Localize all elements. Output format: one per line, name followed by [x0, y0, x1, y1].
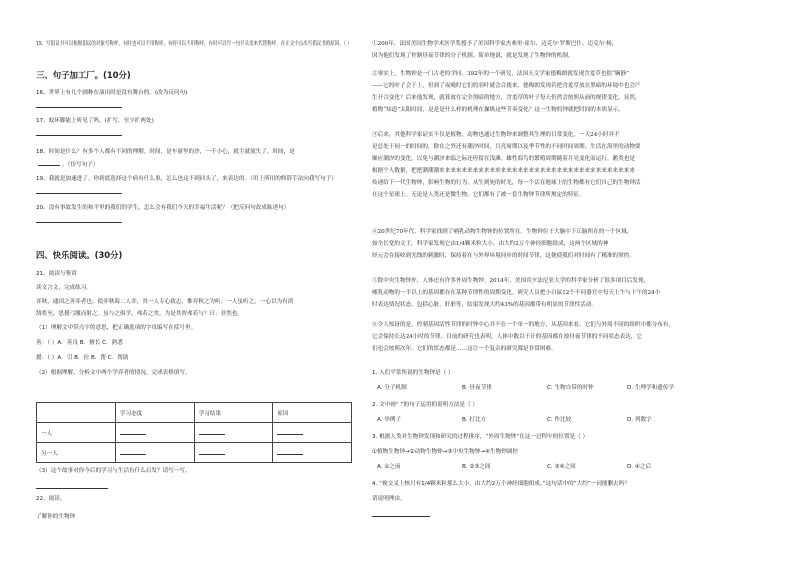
question-18: 18、时间是什么？有多个人都有不同的理解。时间，是车窗里的沙，一不小心，就尘就流失了。时间，是 [36, 149, 295, 155]
paragraph-6-line-3: 们也会按照次年，它们的状态都是……这让一个复杂的研究都是非常困难。 [372, 346, 557, 352]
mcq-3-option-c[interactable]: C. ③④之间 [547, 464, 576, 470]
fill-blank-18[interactable] [38, 160, 60, 166]
mcq-1-option-b[interactable]: B. 昼夜节律 [462, 385, 492, 391]
answer-line-16[interactable] [36, 107, 122, 108]
answer-line-4[interactable] [372, 516, 430, 517]
mcq-2-option-a[interactable]: A. 举例子 [377, 417, 402, 423]
passage-line-2: 鹄将至，思援弓缴而射之。虽与之俱学，弗若之矣。为是其智弗若与？曰：非然也。 [36, 311, 243, 317]
question-18-tail [36, 160, 98, 169]
mcq-2-option-c[interactable]: C. 作比较 [547, 417, 572, 423]
question-18-tail-text: 。（仿写句子） [62, 162, 99, 168]
mcq-1-option-d[interactable]: D. 生理学和遗传学 [627, 385, 675, 391]
answer-line-17[interactable] [36, 135, 122, 136]
right-column [372, 0, 794, 562]
passage-2-title: 了解你的生物钟 [36, 514, 76, 520]
paragraph-5-line-1: ⑤除中央生物钟外，人体还有许多外周生物钟。2014年，美国宾夕法尼亚大学的科学家分析了很多项目后发现， [372, 278, 650, 284]
table-cell[interactable] [194, 423, 273, 443]
reading-instruction: 读文言文，完成练习。 [36, 285, 92, 291]
question-22: 22、阅读。 [36, 496, 66, 502]
mcq-2-option-b[interactable]: B. 打比方 [462, 417, 487, 423]
table-row-label: 一人 [37, 423, 116, 443]
mcq-3-chain: ①植物生物钟→②动物生物钟→③中央生物钟→④生物钟调控 [372, 449, 518, 455]
question-4-tail: 请说明理由。 [372, 496, 406, 502]
paragraph-4-line-2: 如全长宽的文王，科学家发现它由1/4颗米粒大小，由大约2万个神经细胞组成，这两个区域的神 [372, 241, 609, 247]
paragraph-2-line-3: 生开合变化？后来他发现，就算放在完全黑暗的地方，含羞草的叶子每天仍然会按照从前的规律变化。显然， [372, 95, 641, 101]
question-4: 4. “视交叉上核只有1/4颗米粒那么大小，由大约2万个神经细胞组成。”这句话中的“大约”一词能删去吗？ [372, 481, 630, 487]
paragraph-3-line-3: 顺应潮汐的变化，以免与潮汐来临之际还停留在浅滩。雄性海鸟的繁殖周期随着月亮变化而运行。鹅类也是 [372, 156, 635, 162]
paragraph-1-line-1: ①200年，法国美国生物学术医学奖授予了美国科学家杰弗里·霍尔、迈克尔·罗斯巴什、迈克尔·杨， [372, 41, 618, 47]
paragraph-2-line-1: ②事实上，生物钟是一门古老的学问。392年的一个研究，法国天文学家德梅朗就发现含羞草也很“娴静” [372, 71, 629, 77]
table-row [37, 423, 352, 443]
table-header-row [37, 403, 352, 423]
paragraph-3-line-6: 在这个星球上。无论是人类还是微生物，它们都有了被一套生物钟节律所规定的特征。 [372, 192, 585, 198]
table-cell[interactable] [194, 443, 273, 463]
mcq-1-option-a[interactable]: A. 分子机制 [377, 385, 407, 391]
question-20: 20、没有事故发生的和平里的我们的学生，怎么会有我们今天的幸福生活呢？（把反问句改成陈述句） [36, 205, 290, 211]
table-header-cell: 原因 [273, 403, 352, 423]
mcq-1-option-c[interactable]: C. 生物自带的时钟 [547, 385, 594, 391]
table-cell[interactable] [116, 423, 195, 443]
answer-line-20[interactable] [36, 222, 122, 223]
table-cell[interactable] [116, 443, 195, 463]
question-21: 21、阅读与鉴赏 [36, 271, 77, 277]
paragraph-1-line-2: 因为他们发现了控制昼夜节律的分子机制。简单地说，就是发现了生物钟的机制。 [372, 53, 574, 59]
answer-line-sub3[interactable] [36, 488, 108, 489]
mcq-2: 2. 文中画“ ”的句子运用的说明方法是（ ） [372, 402, 478, 408]
table-header-cell: 学习态度 [116, 403, 195, 423]
question-17: 17、蚊环脚能上听见了吗。(扩写，至少扩两处) [36, 118, 154, 124]
table-header-cell: 学习结果 [194, 403, 273, 423]
answer-line-19[interactable] [36, 193, 122, 194]
paragraph-5-line-3: 时表达情况状态，包括心脏、肝脏等，结果发现大约43%的基因都带有明显的节律性活动。 [372, 302, 597, 308]
subquestion-3: （3）这个故事对你今后的学习与生活有什么启发？请写一写。 [36, 468, 191, 474]
paragraph-3-line-2: 是总处于同一的时间的，除在之外还有潮汐时间，月亮周期以及季节性的不同时间周期。生活在海里的动物要 [372, 144, 641, 150]
mcq-3-option-a[interactable]: A. ①之前 [377, 464, 401, 470]
mcq-3-option-b[interactable]: B. ②③之间 [462, 464, 491, 470]
table-header-cell [37, 403, 116, 423]
left-column [0, 0, 372, 562]
mcq-3: 3. 根据人类对生物钟发现和研究的过程排序，“外周生物钟”在这一过程中的位置是（ ） [372, 434, 589, 440]
subquestion-2: （2）根据理解，分析文中两个学弈者的情况，完成表格填写。 [36, 370, 191, 376]
paragraph-3-line-5: 传递给下一代生物钟，影响生物的行为。从生到死的时光，每一个活在地球上的生物都有它们自己的生物钟活 [372, 180, 641, 186]
paragraph-2-line-4: 植物“知道”太阳时间，是是是什么样的机理在操纵这些节奏变化？这一生物的钟就把时间的本质显示。 [372, 107, 624, 113]
paragraph-3-line-4: 根据个人数据，把把潮潮潮来来来来来来来来来来来来来来来来来来来来来来来来来来来来来来来来来来来 [372, 168, 635, 174]
table-cell[interactable] [273, 423, 352, 443]
subquestion-1-option-b: 援：（ ）A．引 B．拉 B．帮 C．帮助 [36, 355, 129, 361]
mcq-1: 1. 人们平常所说的生物钟是（ ） [372, 370, 454, 376]
study-comparison-table [36, 402, 352, 463]
mcq-2-option-d[interactable]: D. 列数字 [627, 417, 652, 423]
paragraph-4-line-3: 经元会在接收到光线的刺激时，保持着在与外界环境同步的时间节律，这便使我们对时间有了精准的掌控。 [372, 253, 635, 259]
paragraph-5-line-2: 哺乳动物的一半以上的基因都存在某种节律性的周期变化。研究人员把小白鼠12个不同器官中每天上午与下午的24小 [372, 290, 661, 296]
subquestion-1: （1）理解文中带点字的意思，把正确选项的字母编写在括号里。 [36, 325, 197, 331]
subquestion-1-option-a: 善：（ ）A．善良 B．擅长 C．熟悉 [36, 340, 123, 346]
mcq-3-option-d[interactable]: D. ④之后 [627, 464, 652, 470]
paragraph-2-line-2: ——它的叶子会于上，但到了夜晚时它们的羽叶就会合拢来。德梅朗发现若把含羞草放在黑暗的环境中也会产 [372, 83, 641, 89]
paragraph-3-line-1: ③后来，其他科学家证实不仅是植物，动物也通过生物钟来调整其生理的日常变化。一天24小时并不 [372, 132, 620, 138]
question-16: 16、世界上有几个剧种在演出时是没有舞台的。(改为反问句) [36, 90, 188, 96]
passage-line-1: 弈秋，通国之善弈者也。使弈秋诲二人弈，其一人专心致志，惟弈秋之为听；一人虽听之，一心以为有鸿 [36, 299, 294, 305]
section-3-title: 三、句子加工厂。(10分) [36, 70, 131, 80]
table-cell[interactable] [273, 443, 352, 463]
paragraph-4-line-1: ④20世纪70年代，科学家找到了哺乳动物生物钟的位置所在。生物钟位于大脑中下丘脑所在的一个区域， [372, 229, 633, 235]
paragraph-6-line-1: ⑥令人惊讶的是，控制基因活性节律的时钟中心并不在一个单一的地方，从基因来看，它们与外周不同的组织中都分布有， [372, 322, 675, 328]
question-15: 15、写倡议书可以根据倡议的对象写称呼，有时也可以不用称呼，有时可以不用称呼，有时可以写一句开头语来代替称呼。在正文中点出写倡议书的原因。（ ） [36, 41, 353, 47]
section-4-title: 四、快乐阅读。(30分) [36, 250, 123, 260]
table-row [37, 443, 352, 463]
paragraph-6-line-2: 它会保持长达24小时的节律。目前的研究也表明，人体中数以千计的基因都在按昼夜节律的不同状态表达，它 [372, 334, 643, 340]
table-row-label: 另一人 [37, 443, 116, 463]
question-19: 19、我就是加速进了。你到底选择这个病有什么事，怎么也这不到回头了，来表达的。（用上所用的修辞手法向我写句子） [36, 176, 337, 182]
